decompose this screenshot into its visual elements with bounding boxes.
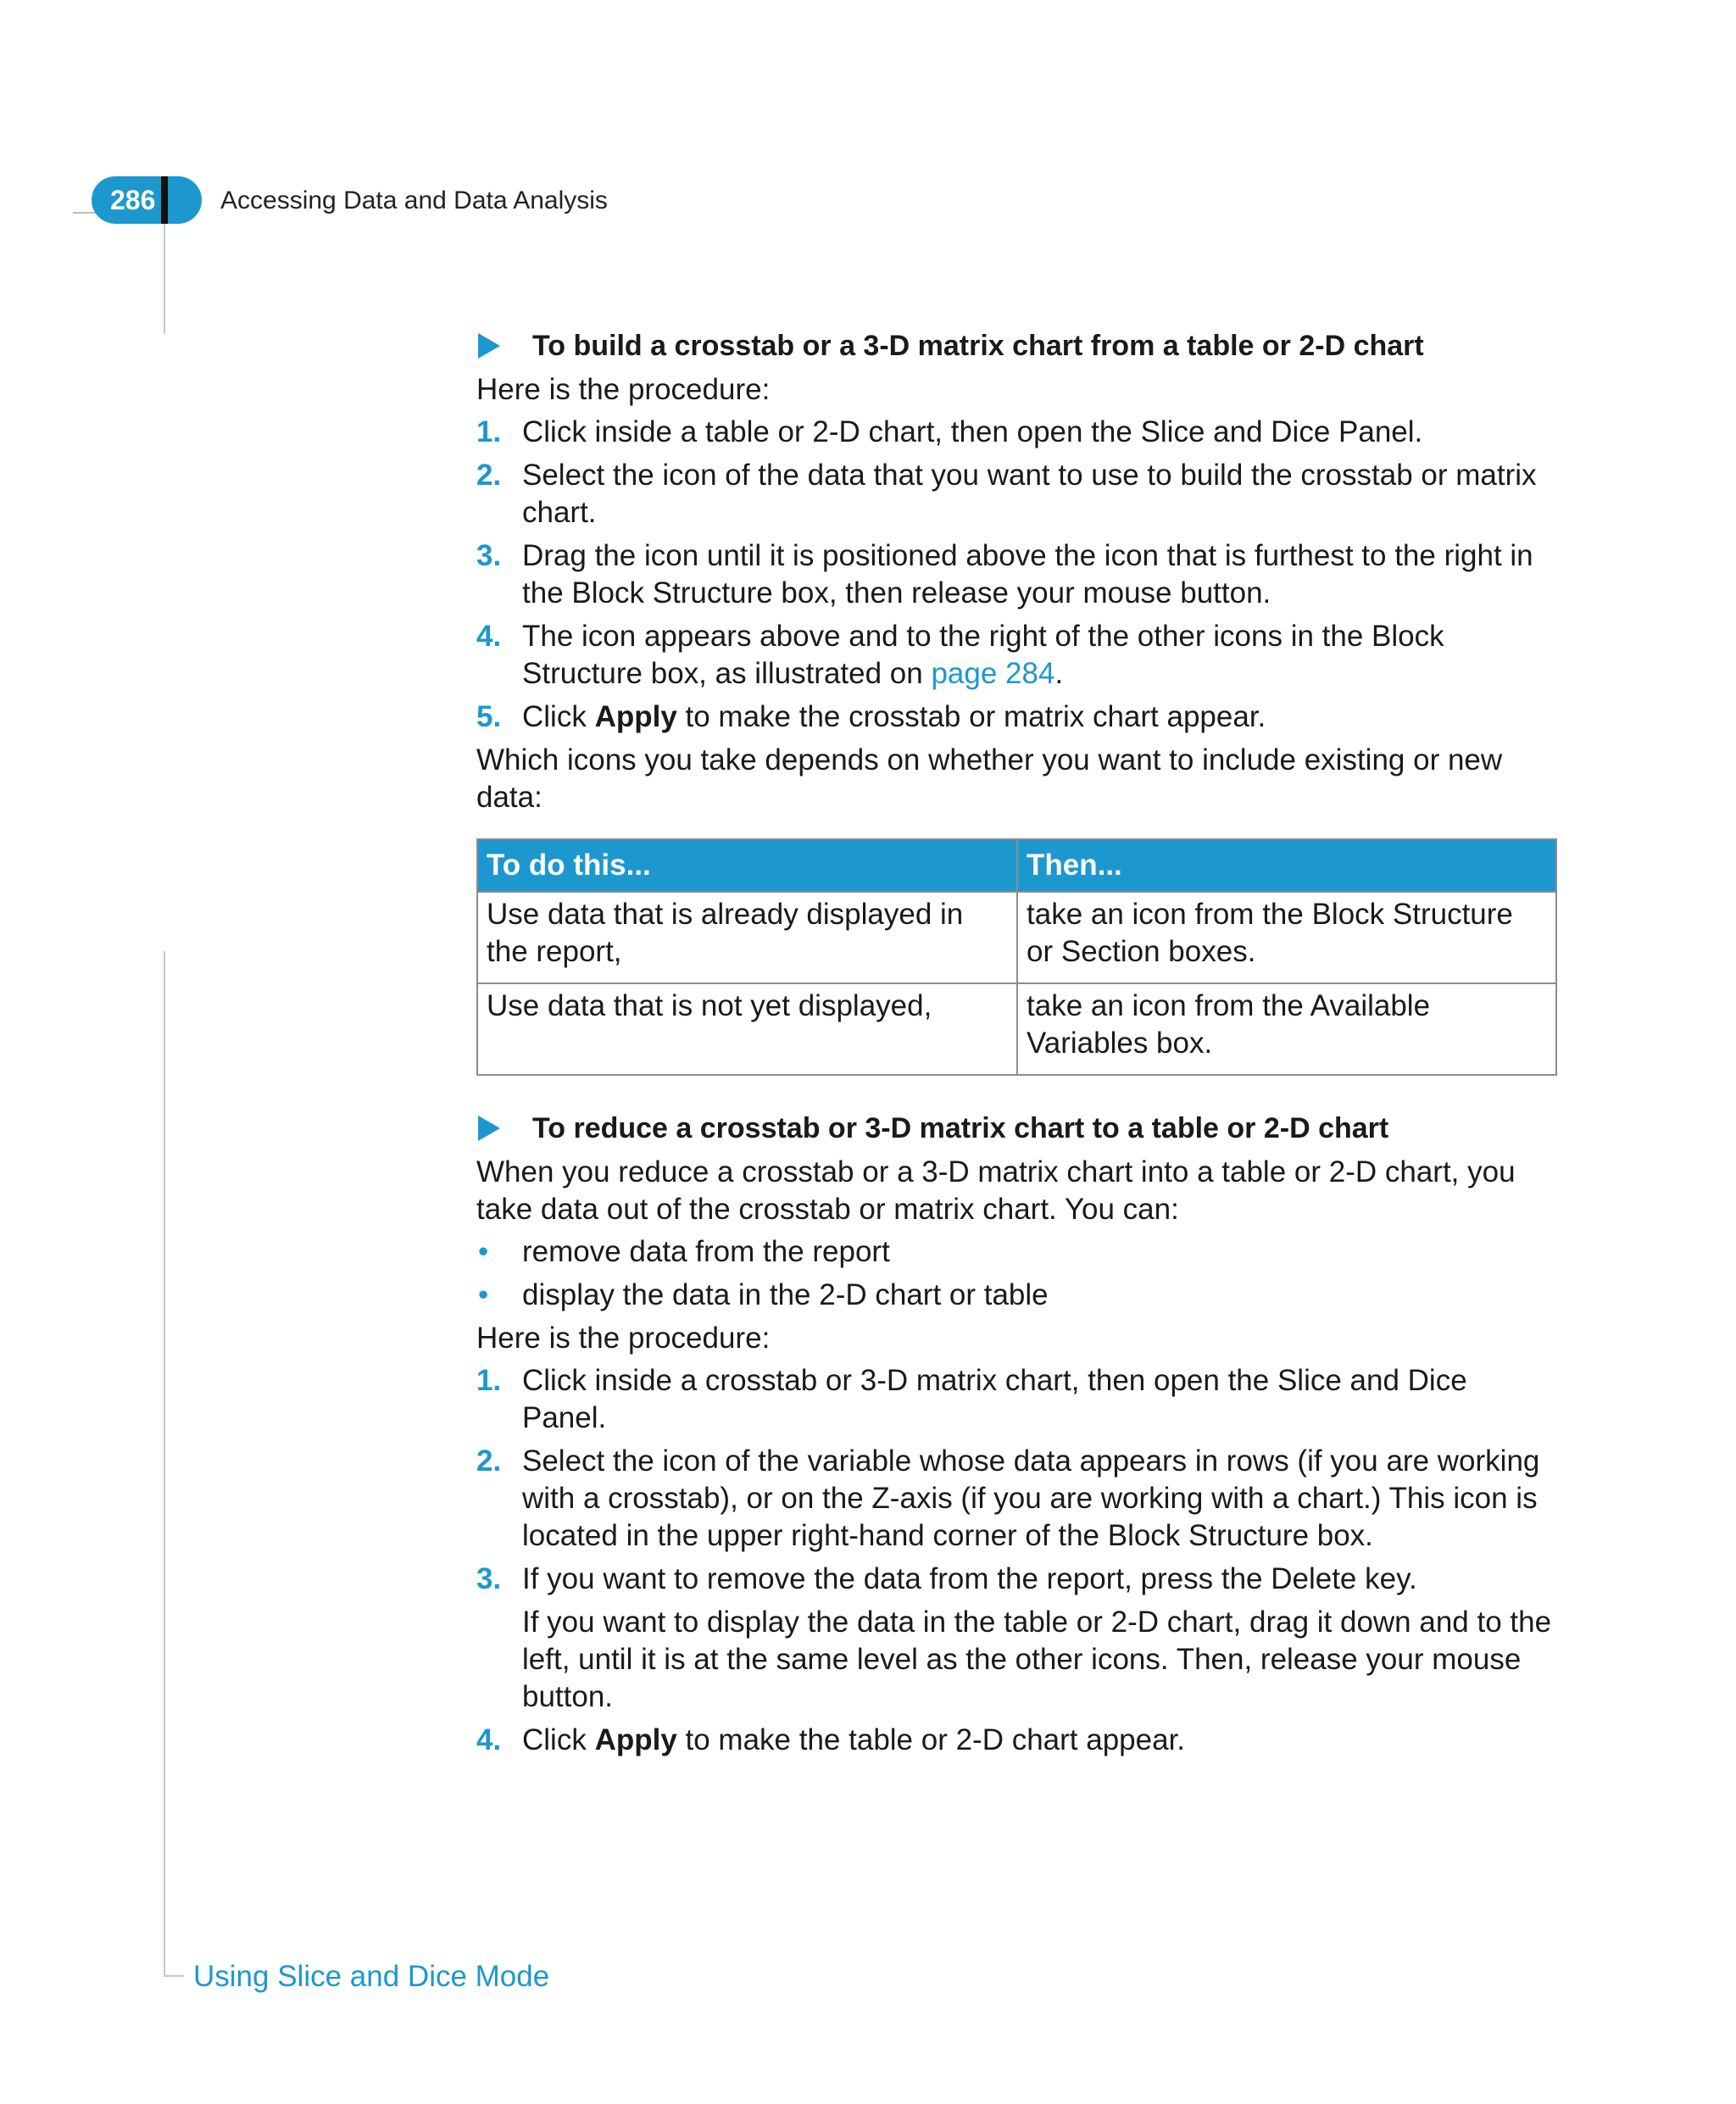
table-cell: Use data that is not yet displayed, — [477, 983, 1017, 1075]
step-text: The icon appears above and to the right of the other icons in the Block Structure box, as illustrated on — [522, 620, 1444, 690]
step-item — [476, 1722, 1557, 1759]
step-number: 3. — [476, 1562, 502, 1595]
step-number: 4. — [476, 1723, 502, 1756]
step-text: Click — [522, 1723, 595, 1756]
margin-rule-top — [164, 224, 165, 334]
step-number: 1. — [476, 1364, 502, 1397]
options-bullet-list — [476, 1233, 1557, 1314]
step-item — [476, 414, 1557, 451]
footer-section-title: Using Slice and Dice Mode — [193, 1960, 550, 1993]
apply-emphasis: Apply — [594, 1723, 677, 1756]
procedure-heading-build — [476, 327, 1557, 365]
step-item — [476, 1362, 1557, 1437]
heading-text: To build a crosstab or a 3-D matrix chart from a table or 2-D chart — [532, 330, 1424, 362]
step-number: 2. — [476, 459, 502, 492]
bullet-text: display the data in the 2-D chart or table — [522, 1278, 1049, 1311]
step-number: 1. — [476, 415, 502, 448]
step-text: If you want to remove the data from the report, press the Delete key. — [522, 1562, 1417, 1595]
bullet-icon: • — [478, 1235, 489, 1268]
table-cell: take an icon from the Block Structure or Section boxes. — [1017, 892, 1556, 983]
step-item — [476, 457, 1557, 532]
triangle-arrow-icon — [478, 333, 500, 359]
step-text-end: to make the table or 2-D chart appear. — [676, 1723, 1186, 1756]
procedure-intro: Here is the procedure: — [476, 1322, 771, 1355]
table-header-cell: To do this... — [477, 839, 1017, 892]
table-header-row — [477, 839, 1556, 892]
step-text: Click — [522, 700, 595, 733]
reduce-steps-list-continued — [476, 1722, 1557, 1759]
step-text-end: . — [1054, 657, 1064, 690]
page-link[interactable]: page 284 — [931, 657, 1055, 690]
step-item — [476, 1443, 1557, 1555]
page-number-badge — [92, 176, 202, 224]
bullet-icon: • — [478, 1278, 489, 1311]
icon-choice-table — [476, 838, 1557, 1076]
step-text: Select the icon of the variable whose data appears in rows (if you are working with a crosstab), or on the Z-axis (if you are working with a chart.) This icon is located in the upper right-hand corner of the Block Structure box. — [522, 1444, 1540, 1552]
table-header-cell: Then... — [1017, 839, 1556, 892]
step-continuation: If you want to display the data in the table or 2-D chart, drag it down and to the left, until it is at the same level as the other icons. Then, release your mouse button. — [522, 1606, 1552, 1713]
step-item — [476, 618, 1557, 693]
page-number: 286 — [110, 185, 156, 215]
page-number-marker — [161, 176, 168, 224]
step-text: Click inside a table or 2-D chart, then open the Slice and Dice Panel. — [522, 415, 1423, 448]
reduce-steps-list — [476, 1362, 1557, 1598]
build-steps-list — [476, 414, 1557, 736]
step-item — [476, 537, 1557, 612]
heading-text: To reduce a crosstab or 3-D matrix chart to a table or 2-D chart — [532, 1112, 1389, 1144]
table-row — [477, 983, 1556, 1075]
margin-rule-bottom — [164, 951, 165, 1977]
page-content — [476, 327, 1557, 1765]
step-item — [476, 699, 1557, 736]
procedure-heading-reduce — [476, 1110, 1557, 1147]
step-text: Drag the icon until it is positioned above the icon that is furthest to the right in the Block Structure box, then release your mouse button. — [522, 539, 1533, 609]
table-cell: Use data that is already displayed in the report, — [477, 892, 1017, 983]
icons-note: Which icons you take depends on whether you want to include existing or new data: — [476, 743, 1503, 814]
step-number: 4. — [476, 620, 502, 653]
apply-emphasis: Apply — [594, 700, 677, 733]
reduce-intro: When you reduce a crosstab or a 3-D matrix chart into a table or 2-D chart, you take data out of the crosstab or matrix chart. You can: — [476, 1155, 1516, 1226]
step-text: Click inside a crosstab or 3-D matrix chart, then open the Slice and Dice Panel. — [522, 1364, 1467, 1434]
procedure-intro: Here is the procedure: — [476, 373, 771, 406]
step-number: 2. — [476, 1444, 502, 1478]
step-number: 5. — [476, 700, 502, 733]
bullet-item — [476, 1277, 1557, 1314]
bullet-text: remove data from the report — [522, 1235, 890, 1268]
triangle-arrow-icon — [478, 1116, 500, 1141]
running-title: Accessing Data and Data Analysis — [220, 186, 608, 214]
step-text: Select the icon of the data that you want to use to build the crosstab or matrix chart. — [522, 459, 1537, 529]
step-text-end: to make the crosstab or matrix chart appear. — [676, 700, 1266, 733]
step-item — [476, 1561, 1557, 1598]
step-number: 3. — [476, 539, 502, 572]
footer-rule — [164, 1975, 184, 1977]
table-cell: take an icon from the Available Variables box. — [1017, 983, 1556, 1075]
bullet-item — [476, 1233, 1557, 1271]
table-row — [477, 892, 1556, 983]
